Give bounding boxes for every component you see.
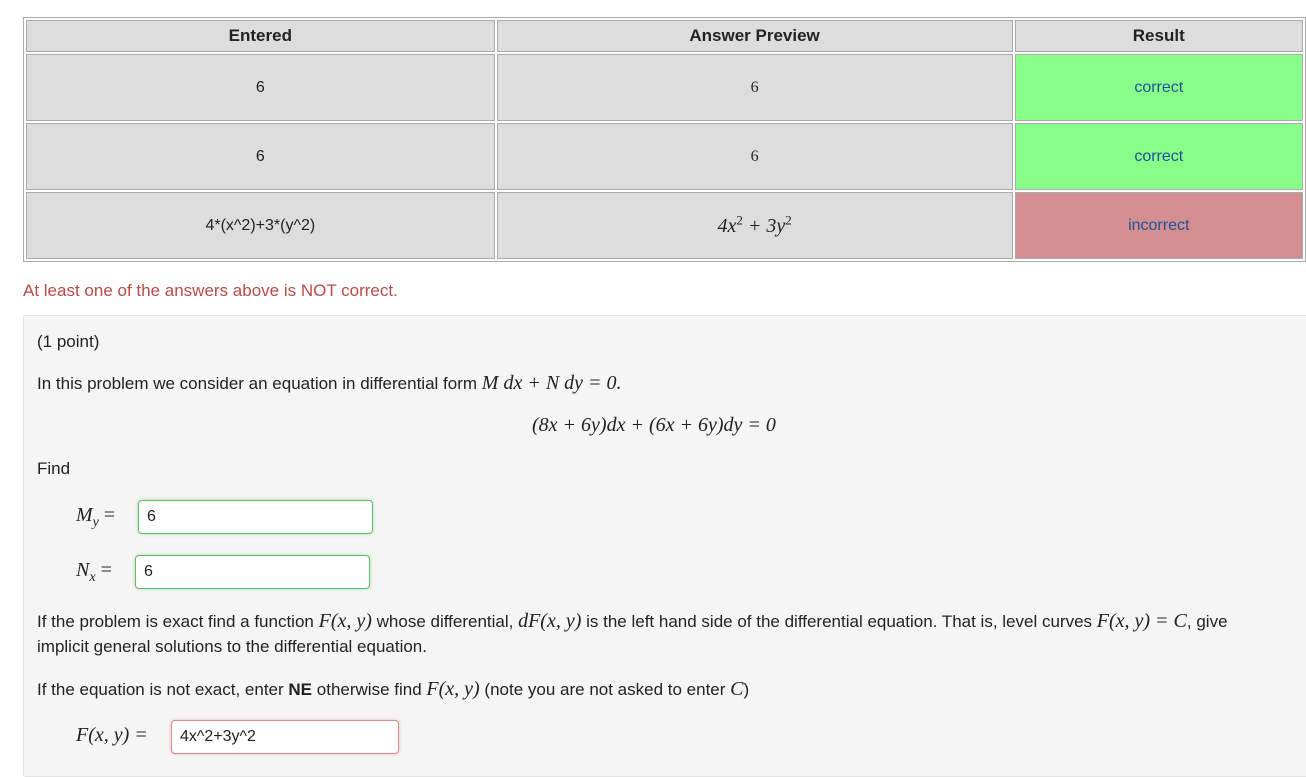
exact-text-2: whose differential,	[376, 612, 514, 631]
ne-bold: NE	[288, 680, 313, 699]
header-entered: Entered	[26, 20, 495, 52]
exact-math-2: dF(x, y)	[518, 610, 582, 632]
ne-text-3: (note you are not asked to enter	[484, 680, 726, 699]
preview-lead: 4x	[717, 215, 737, 238]
problem-intro	[37, 372, 622, 395]
ne-instructions	[37, 678, 749, 701]
exact-text-line2: implicit general solutions to the differential equation.	[37, 637, 427, 656]
nx-subscript: x	[89, 570, 96, 585]
ne-math-c: C	[730, 678, 744, 700]
problem-points: (1 point)	[37, 332, 100, 351]
ne-text-1: If the equation is not exact, enter	[37, 680, 284, 699]
nx-answer-input[interactable]	[135, 555, 370, 589]
entered-cell: 4*(x^2)+3*(y^2)	[26, 192, 495, 259]
incorrect-warning: At least one of the answers above is NOT correct.	[23, 281, 398, 300]
table-row	[26, 123, 1303, 190]
ne-math: F(x, y)	[426, 678, 480, 700]
preview-cell: 6	[497, 123, 1013, 190]
f-label: F(x, y) =	[76, 724, 148, 746]
result-cell-correct: correct	[1015, 54, 1303, 121]
exact-math-3: F(x, y) = C	[1096, 610, 1187, 632]
nx-equals: =	[100, 559, 112, 581]
table-row	[26, 192, 1303, 259]
result-cell-correct: correct	[1015, 123, 1303, 190]
exact-text-1: If the problem is exact find a function	[37, 612, 314, 631]
table-row	[26, 54, 1303, 121]
exact-math-1: F(x, y)	[318, 610, 372, 632]
my-equals: =	[103, 504, 116, 526]
exact-text-3: is the left hand side of the differential equation. That is, level curves	[586, 612, 1093, 631]
entered-cell: 6	[26, 123, 495, 190]
find-label: Find	[37, 459, 71, 478]
preview-cell: 6	[497, 54, 1013, 121]
nx-label	[76, 559, 112, 586]
exact-text-4: , give	[1186, 612, 1228, 631]
ne-text-4: )	[743, 680, 750, 699]
problem-panel	[23, 315, 1306, 777]
intro-math: M dx + N dy = 0.	[481, 372, 622, 394]
my-answer-input[interactable]	[138, 500, 373, 534]
intro-text: In this problem we consider an equation in differential form	[37, 374, 478, 393]
exact-instructions	[37, 609, 1306, 659]
header-answer-preview: Answer Preview	[497, 20, 1013, 52]
f-answer-input[interactable]	[171, 720, 399, 754]
my-label	[76, 504, 115, 531]
preview-cell	[497, 192, 1013, 259]
my-symbol: M	[76, 504, 93, 526]
ne-text-2: otherwise find	[316, 680, 422, 699]
differential-equation: (8x + 6y)dx + (6x + 6y)dy = 0	[532, 414, 776, 436]
preview-mid: + 3y	[742, 215, 786, 238]
my-subscript: y	[92, 515, 99, 530]
results-header-row	[26, 20, 1303, 52]
entered-cell: 6	[26, 54, 495, 121]
result-cell-incorrect: incorrect	[1015, 192, 1303, 259]
preview-exponent: 2	[736, 212, 743, 228]
nx-symbol: N	[76, 559, 90, 581]
header-result: Result	[1015, 20, 1303, 52]
preview-exponent: 2	[785, 212, 792, 228]
results-table	[23, 17, 1306, 262]
